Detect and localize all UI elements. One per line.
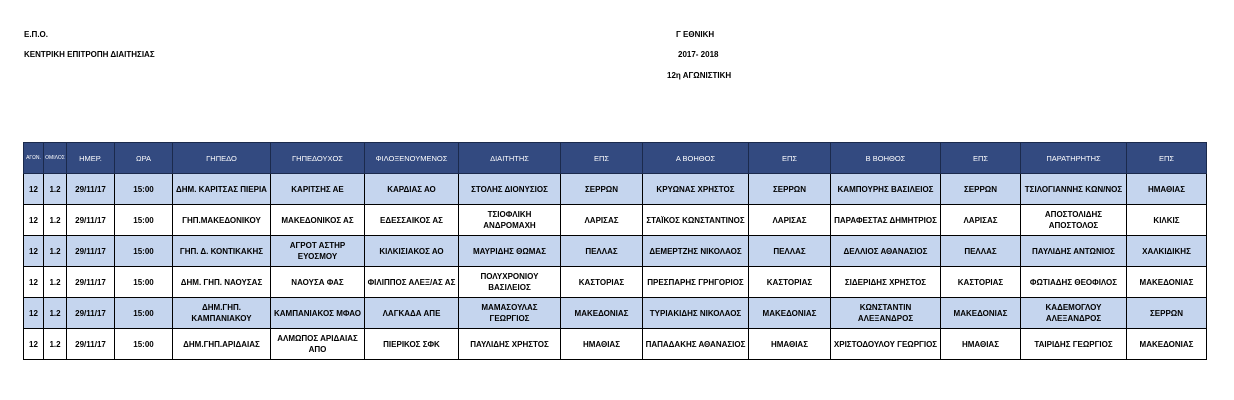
cell-time: 15:00: [115, 298, 173, 329]
cell-date: 29/11/17: [67, 205, 115, 236]
table-row: [24, 174, 1207, 205]
cell-eps: ΜΑΚΕΔΟΝΙΑΣ: [941, 298, 1021, 329]
cell-eps: ΠΕΛΛΑΣ: [941, 236, 1021, 267]
cell-eps: ΚΙΛΚΙΣ: [1127, 205, 1207, 236]
cell-observer: ΤΣΙΛΟΓΙΑΝΝΗΣ ΚΩΝ/ΝΟΣ: [1021, 174, 1127, 205]
cell-assistant-a: ΤΥΡΙΑΚΙΔΗΣ ΝΙΚΟΛΑΟΣ: [643, 298, 749, 329]
cell-eps: ΗΜΑΘΙΑΣ: [941, 329, 1021, 360]
cell-stadium: ΓΗΠ.ΜΑΚΕΔΟΝΙΚΟΥ: [173, 205, 271, 236]
col-header-group: ΟΜΙΛΟΣ: [44, 143, 67, 174]
cell-referee: ΠΟΛΥΧΡΟΝΙΟΥ ΒΑΣΙΛΕΙΟΣ: [459, 267, 561, 298]
cell-observer: ΑΠΟΣΤΟΛΙΔΗΣ ΑΠΟΣΤΟΛΟΣ: [1021, 205, 1127, 236]
col-header-eps-assistant-a: ΕΠΣ: [749, 143, 831, 174]
cell-eps: ΗΜΑΘΙΑΣ: [1127, 174, 1207, 205]
cell-home: ΚΑΜΠΑΝΙΑΚΟΣ ΜΦΑΟ: [271, 298, 365, 329]
cell-assistant-a: ΔΕΜΕΡΤΖΗΣ ΝΙΚΟΛΑΟΣ: [643, 236, 749, 267]
cell-stadium: ΔΗΜ. ΓΗΠ. ΝΑΟΥΣΑΣ: [173, 267, 271, 298]
cell-observer: ΦΩΤΙΑΔΗΣ ΘΕΟΦΙΛΟΣ: [1021, 267, 1127, 298]
cell-eps: ΜΑΚΕΔΟΝΙΑΣ: [561, 298, 643, 329]
matchday-label: 12η ΑΓΩΝΙΣΤΙΚΗ: [667, 71, 732, 80]
cell-assistant-b: ΣΙΔΕΡΙΔΗΣ ΧΡΗΣΤΟΣ: [831, 267, 941, 298]
cell-assistant-a: ΣΤΑΪΚΟΣ ΚΩΝΣΤΑΝΤΙΝΟΣ: [643, 205, 749, 236]
season-label: 2017- 2018: [678, 50, 719, 59]
cell-match: 12: [24, 174, 44, 205]
cell-assistant-b: ΠΑΡΑΦΕΣΤΑΣ ΔΗΜΗΤΡΙΟΣ: [831, 205, 941, 236]
cell-away: ΦΙΛΙΠΠΟΣ ΑΛΕΞ/ΑΣ ΑΣ: [365, 267, 459, 298]
cell-referee: ΠΑΥΛΙΔΗΣ ΧΡΗΣΤΟΣ: [459, 329, 561, 360]
col-header-date: ΗΜΕΡ.: [67, 143, 115, 174]
cell-home: ΜΑΚΕΔΟΝΙΚΟΣ ΑΣ: [271, 205, 365, 236]
cell-eps: ΜΑΚΕΔΟΝΙΑΣ: [749, 298, 831, 329]
cell-date: 29/11/17: [67, 267, 115, 298]
cell-away: ΕΔΕΣΣΑΙΚΟΣ ΑΣ: [365, 205, 459, 236]
cell-observer: ΤΑΙΡΙΔΗΣ ΓΕΩΡΓΙΟΣ: [1021, 329, 1127, 360]
cell-stadium: ΔΗΜ.ΓΗΠ. ΚΑΜΠΑΝΙΑΚΟΥ: [173, 298, 271, 329]
table-row: [24, 329, 1207, 360]
cell-referee: ΣΤΟΛΗΣ ΔΙΟΝΥΣΙΟΣ: [459, 174, 561, 205]
cell-home: ΑΓΡΟΤ ΑΣΤΗΡ ΕΥΟΣΜΟΥ: [271, 236, 365, 267]
cell-eps: ΠΕΛΛΑΣ: [561, 236, 643, 267]
cell-eps: ΗΜΑΘΙΑΣ: [561, 329, 643, 360]
table-row: [24, 205, 1207, 236]
col-header-assistant-b: Β ΒΟΗΘΟΣ: [831, 143, 941, 174]
cell-date: 29/11/17: [67, 236, 115, 267]
cell-match: 12: [24, 205, 44, 236]
col-header-away: ΦΙΛΟΞΕΝΟΥΜΕΝΟΣ: [365, 143, 459, 174]
cell-assistant-a: ΠΑΠΑΔΑΚΗΣ ΑΘΑΝΑΣΙΟΣ: [643, 329, 749, 360]
cell-eps: ΛΑΡΙΣΑΣ: [561, 205, 643, 236]
col-header-referee: ΔΙΑΙΤΗΤΗΣ: [459, 143, 561, 174]
cell-referee: ΜΑΥΡΙΔΗΣ ΘΩΜΑΣ: [459, 236, 561, 267]
cell-match: 12: [24, 236, 44, 267]
cell-eps: ΣΕΡΡΩΝ: [749, 174, 831, 205]
cell-match: 12: [24, 298, 44, 329]
col-header-eps-observer: ΕΠΣ: [1127, 143, 1207, 174]
cell-away: ΠΙΕΡΙΚΟΣ ΣΦΚ: [365, 329, 459, 360]
cell-eps: ΛΑΡΙΣΑΣ: [941, 205, 1021, 236]
cell-eps: ΗΜΑΘΙΑΣ: [749, 329, 831, 360]
cell-match: 12: [24, 267, 44, 298]
cell-assistant-a: ΚΡΥΩΝΑΣ ΧΡΗΣΤΟΣ: [643, 174, 749, 205]
cell-date: 29/11/17: [67, 329, 115, 360]
cell-stadium: ΔΗΜ. ΚΑΡΙΤΣΑΣ ΠΙΕΡΙΑ: [173, 174, 271, 205]
cell-assistant-b: ΔΕΛΛΙΟΣ ΑΘΑΝΑΣΙΟΣ: [831, 236, 941, 267]
table-row: [24, 236, 1207, 267]
cell-assistant-b: ΧΡΙΣΤΟΔΟΥΛΟΥ ΓΕΩΡΓΙΟΣ: [831, 329, 941, 360]
cell-group: 1.2: [44, 174, 67, 205]
cell-group: 1.2: [44, 329, 67, 360]
col-header-assistant-a: Α ΒΟΗΘΟΣ: [643, 143, 749, 174]
cell-eps: ΣΕΡΡΩΝ: [941, 174, 1021, 205]
col-header-eps-assistant-b: ΕΠΣ: [941, 143, 1021, 174]
cell-group: 1.2: [44, 236, 67, 267]
cell-time: 15:00: [115, 267, 173, 298]
schedule-table: [23, 142, 1207, 360]
division-title: Γ ΕΘΝΙΚΗ: [676, 30, 715, 39]
cell-date: 29/11/17: [67, 298, 115, 329]
cell-eps: ΚΑΣΤΟΡΙΑΣ: [749, 267, 831, 298]
cell-eps: ΛΑΡΙΣΑΣ: [749, 205, 831, 236]
cell-time: 15:00: [115, 329, 173, 360]
cell-referee: ΜΑΜΑΣΟΥΛΑΣ ΓΕΩΡΓΙΟΣ: [459, 298, 561, 329]
cell-group: 1.2: [44, 205, 67, 236]
table-row: [24, 267, 1207, 298]
cell-eps: ΧΑΛΚΙΔΙΚΗΣ: [1127, 236, 1207, 267]
header-row: [24, 143, 1207, 174]
col-header-observer: ΠΑΡΑΤΗΡΗΤΗΣ: [1021, 143, 1127, 174]
cell-eps: ΚΑΣΤΟΡΙΑΣ: [941, 267, 1021, 298]
cell-match: 12: [24, 329, 44, 360]
col-header-eps-referee: ΕΠΣ: [561, 143, 643, 174]
cell-stadium: ΓΗΠ. Δ. ΚΟΝΤΙΚΑΚΗΣ: [173, 236, 271, 267]
cell-date: 29/11/17: [67, 174, 115, 205]
cell-time: 15:00: [115, 174, 173, 205]
col-header-home: ΓΗΠΕΔΟΥΧΟΣ: [271, 143, 365, 174]
cell-group: 1.2: [44, 267, 67, 298]
cell-home: ΝΑΟΥΣΑ ΦΑΣ: [271, 267, 365, 298]
cell-eps: ΣΕΡΡΩΝ: [1127, 298, 1207, 329]
cell-away: ΛΑΓΚΑΔΑ ΑΠΕ: [365, 298, 459, 329]
cell-away: ΚΙΛΚΙΣΙΑΚΟΣ ΑΟ: [365, 236, 459, 267]
col-header-time: ΩΡΑ: [115, 143, 173, 174]
org-name: Ε.Π.Ο.: [24, 30, 49, 39]
cell-time: 15:00: [115, 205, 173, 236]
cell-referee: ΤΣΙΟΦΛΙΚΗ ΑΝΔΡΟΜΑΧΗ: [459, 205, 561, 236]
col-header-stadium: ΓΗΠΕΔΟ: [173, 143, 271, 174]
table-row: [24, 298, 1207, 329]
cell-away: ΚΑΡΔΙΑΣ ΑΟ: [365, 174, 459, 205]
cell-eps: ΠΕΛΛΑΣ: [749, 236, 831, 267]
cell-home: ΚΑΡΙΤΣΗΣ ΑΕ: [271, 174, 365, 205]
cell-eps: ΣΕΡΡΩΝ: [561, 174, 643, 205]
cell-assistant-b: ΚΑΜΠΟΥΡΗΣ ΒΑΣΙΛΕΙΟΣ: [831, 174, 941, 205]
cell-eps: ΜΑΚΕΔΟΝΙΑΣ: [1127, 267, 1207, 298]
cell-eps: ΚΑΣΤΟΡΙΑΣ: [561, 267, 643, 298]
cell-assistant-a: ΠΡΕΣΠΑΡΗΣ ΓΡΗΓΟΡΙΟΣ: [643, 267, 749, 298]
cell-assistant-b: ΚΩΝΣΤΑΝΤΙΝ ΑΛΕΞΑΝΔΡΟΣ: [831, 298, 941, 329]
cell-stadium: ΔΗΜ.ΓΗΠ.ΑΡΙΔΑΙΑΣ: [173, 329, 271, 360]
cell-observer: ΚΑΔΕΜΟΓΛΟΥ ΑΛΕΞΑΝΔΡΟΣ: [1021, 298, 1127, 329]
cell-time: 15:00: [115, 236, 173, 267]
cell-observer: ΠΑΥΛΙΔΗΣ ΑΝΤΩΝΙΟΣ: [1021, 236, 1127, 267]
col-header-match: ΑΓΩΝ.: [24, 143, 44, 174]
committee-name: ΚΕΝΤΡΙΚΗ ΕΠΙΤΡΟΠΗ ΔΙΑΙΤΗΣΙΑΣ: [24, 50, 155, 59]
cell-eps: ΜΑΚΕΔΟΝΙΑΣ: [1127, 329, 1207, 360]
cell-group: 1.2: [44, 298, 67, 329]
cell-home: ΑΛΜΩΠΟΣ ΑΡΙΔΑΙΑΣ ΑΠΟ: [271, 329, 365, 360]
